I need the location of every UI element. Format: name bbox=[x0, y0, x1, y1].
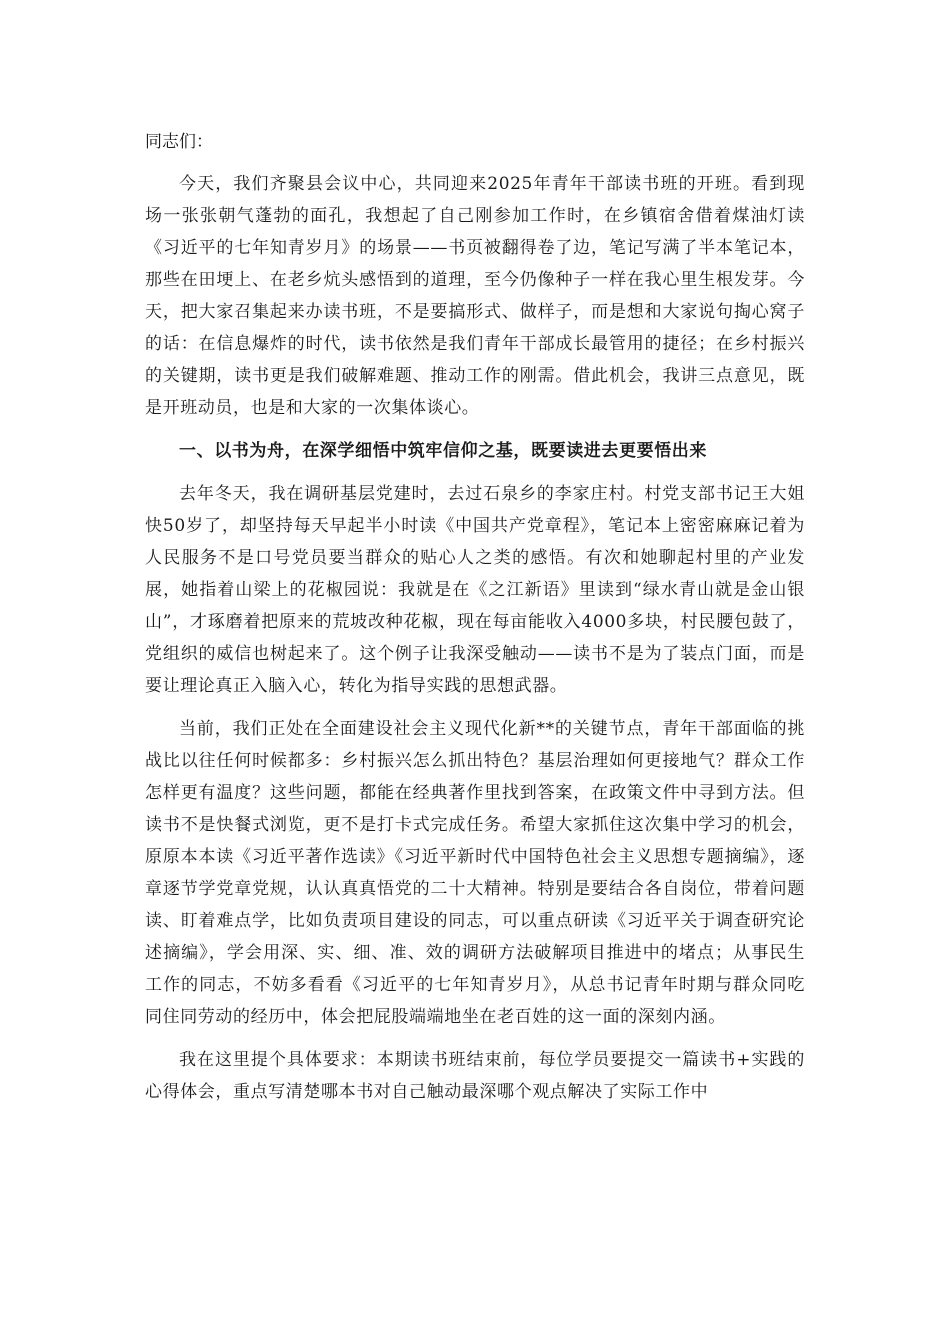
section1-paragraph-1: 去年冬天，我在调研基层党建时，去过石泉乡的李家庄村。村党支部书记王大姐快50岁了，却坚持每天早起半小时读《中国共产党章程》，笔记本上密密麻麻记着为人民服务不是口号党员要当群众的贴心人之类的感悟。有次和她聊起村里的产业发展，她指着山梁上的花椒园说：我就是在《之江新语》里读到“绿水青山就是金山银山”，才琢磨着把原来的荒坡改种花椒，现在每亩能收入4000多块，村民腰包鼓了，党组织的威信也树起来了。这个例子让我深受触动——读书不是为了装点门面，而是要让理论真正入脑入心，转化为指导实践的思想武器。 bbox=[145, 484, 805, 696]
section-heading-1: 一、以书为舟，在深学细悟中筑牢信仰之基，既要读进去更要悟出来 bbox=[179, 441, 707, 461]
section1-paragraph-2: 当前，我们正处在全面建设社会主义现代化新**的关键节点，青年干部面临的挑战比以往任何时候都多：乡村振兴怎么抓出特色？基层治理如何更接地气？群众工作怎样更有温度？这些问题，都能在经典著作里找到答案，在政策文件中寻到方法。但读书不是快餐式浏览，更不是打卡式完成任务。希望大家抓住这次集中学习的机会，原原本本读《习近平著作选读》《习近平新时代中国特色社会主义思想专题摘编》，逐章逐节学党章党规，认认真真悟党的二十大精神。特别是要结合各自岗位，带着问题读、盯着难点学，比如负责项目建设的同志，可以重点研读《习近平关于调查研究论述摘编》，学会用深、实、细、准、效的调研方法破解项目推进中的堵点；从事民生工作的同志，不妨多看看《习近平的七年知青岁月》，从总书记青年时期与群众同吃同住同劳动的经历中，体会把屁股端端地坐在老百姓的这一面的深刻内涵。 bbox=[145, 719, 805, 1027]
section1-paragraph-3: 我在这里提个具体要求：本期读书班结束前，每位学员要提交一篇读书+实践的心得体会，重点写清楚哪本书对自己触动最深哪个观点解决了实际工作中 bbox=[145, 1050, 805, 1102]
opening-paragraph: 今天，我们齐聚县会议中心，共同迎来2025年青年干部读书班的开班。看到现场一张张朝气蓬勃的面孔，我想起了自己刚参加工作时，在乡镇宿舍借着煤油灯读《习近平的七年知青岁月》的场景——书页被翻得卷了边，笔记写满了半本笔记本，那些在田埂上、在老乡炕头感悟到的道理，至今仍像种子一样在我心里生根发芽。今天，把大家召集起来办读书班，不是要搞形式、做样子，而是想和大家说句掏心窝子的话：在信息爆炸的时代，读书依然是我们青年干部成长最管用的捷径；在乡村振兴的关键期，读书更是我们破解难题、推动工作的刚需。借此机会，我讲三点意见，既是开班动员，也是和大家的一次集体谈心。 bbox=[145, 174, 805, 418]
document-page bbox=[145, 126, 805, 1119]
salutation: 同志们： bbox=[145, 132, 213, 152]
